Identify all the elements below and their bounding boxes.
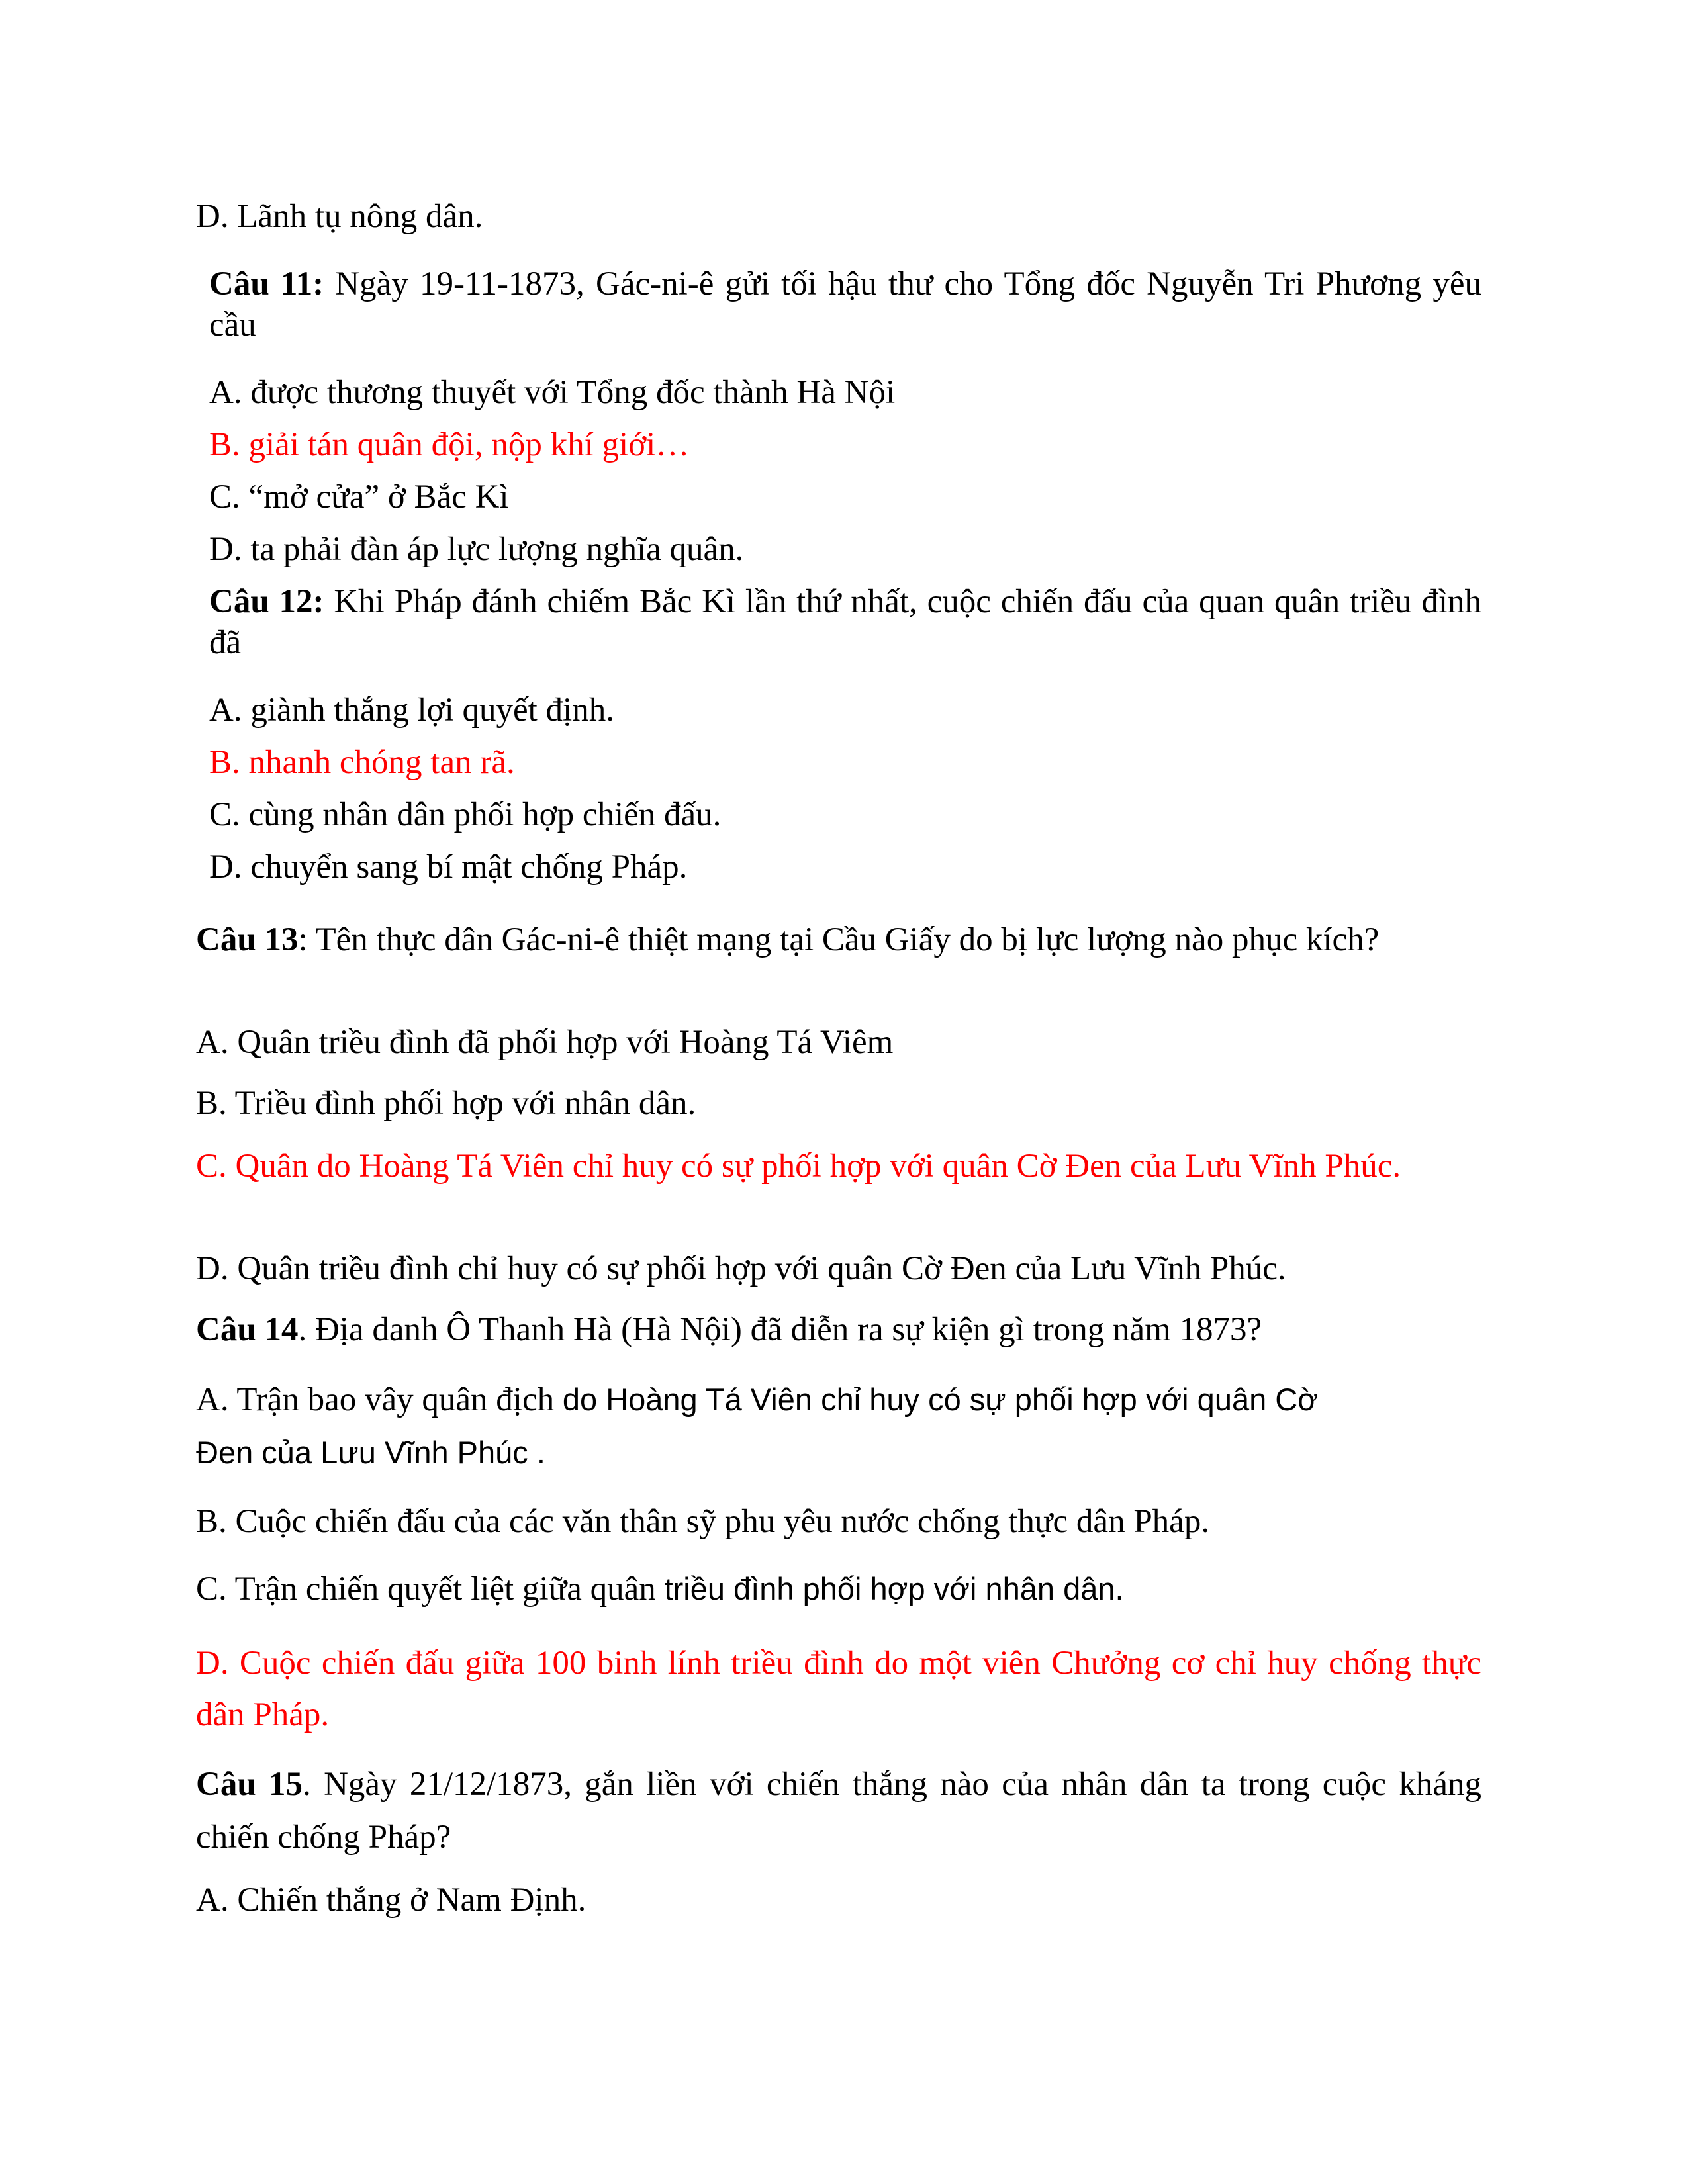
q12-option-b: B. nhanh chóng tan rã. xyxy=(209,744,515,781)
question-12 xyxy=(209,581,1481,663)
q14-option-a-line-2: Đen của Lưu Vĩnh Phúc . xyxy=(196,1435,545,1470)
question-11-text: Ngày 19-11-1873, Gác-ni-ê gửi tối hậu thư cho Tổng đốc Nguyễn Tri Phương yêu cầu xyxy=(209,265,1481,343)
q12-option-a: A. giành thắng lợi quyết định. xyxy=(209,692,614,729)
question-11 xyxy=(209,263,1481,345)
q11-option-c: C. “mở cửa” ở Bắc Kì xyxy=(209,478,509,516)
q14-option-b: B. Cuộc chiến đấu của các văn thân sỹ phu yêu nước chống thực dân Pháp. xyxy=(196,1503,1210,1540)
q13-option-a: A. Quân triều đình đã phối hợp với Hoàng Tá Viêm xyxy=(196,1024,894,1061)
q15-option-a: A. Chiến thắng ở Nam Định. xyxy=(196,1882,586,1919)
q14-option-c xyxy=(196,1569,1124,1610)
q11-option-a: A. được thương thuyết với Tổng đốc thành Hà Nội xyxy=(209,374,896,411)
q11-option-d: D. ta phải đàn áp lực lượng nghĩa quân. xyxy=(209,531,744,568)
q14-option-d: D. Cuộc chiến đấu giữa 100 binh lính triều đình do một viên Chưởng cơ chỉ huy chống thực dân Pháp. xyxy=(196,1645,1481,1733)
question-12-text: Khi Pháp đánh chiếm Bắc Kì lần thứ nhất, cuộc chiến đấu của quan quân triều đình đã xyxy=(209,583,1481,661)
q14-option-a-sans-1: do Hoàng Tá Viên chỉ huy có sự phối hợp với quân Cờ xyxy=(562,1382,1319,1417)
q14-option-c-sans: triều đình phối hợp với nhân dân. xyxy=(664,1571,1124,1606)
question-15-text: . Ngày 21/12/1873, gắn liền với chiến thắng nào của nhân dân ta trong cuộc kháng chiến chống Pháp? xyxy=(196,1766,1481,1856)
question-12-label: Câu 12: xyxy=(209,583,324,620)
question-15 xyxy=(196,1758,1481,1864)
q12-option-c: C. cùng nhân dân phối hợp chiến đấu. xyxy=(209,796,722,833)
question-11-label: Câu 11: xyxy=(209,265,324,302)
q14-option-c-serif: C. Trận chiến quyết liệt giữa quân xyxy=(196,1570,665,1608)
question-13-label: Câu 13 xyxy=(196,921,299,958)
q13-option-d: D. Quân triều đình chỉ huy có sự phối hợp với quân Cờ Đen của Lưu Vĩnh Phúc. xyxy=(196,1250,1286,1287)
option-d-prev: D. Lãnh tụ nông dân. xyxy=(196,198,483,235)
q11-option-b: B. giải tán quân đội, nộp khí giới… xyxy=(209,426,690,463)
q13-option-c: C. Quân do Hoàng Tá Viên chỉ huy có sự phối hợp với quân Cờ Đen của Lưu Vĩnh Phúc. xyxy=(196,1148,1401,1185)
question-13-text: : Tên thực dân Gác-ni-ê thiệt mạng tại Cầu Giấy do bị lực lượng nào phục kích? xyxy=(298,921,1380,958)
question-15-label: Câu 15 xyxy=(196,1766,303,1803)
q12-option-d: D. chuyển sang bí mật chống Pháp. xyxy=(209,848,688,886)
question-14-text: . Địa danh Ô Thanh Hà (Hà Nội) đã diễn ra sự kiện gì trong năm 1873? xyxy=(298,1311,1262,1348)
q13-option-b: B. Triều đình phối hợp với nhân dân. xyxy=(196,1085,696,1122)
q14-option-a-serif: A. Trận bao vây quân địch xyxy=(196,1381,563,1418)
question-14-label: Câu 14 xyxy=(196,1311,299,1348)
q14-option-a-line-1 xyxy=(196,1379,1318,1420)
question-14 xyxy=(196,1309,1262,1350)
question-13 xyxy=(196,917,1481,962)
